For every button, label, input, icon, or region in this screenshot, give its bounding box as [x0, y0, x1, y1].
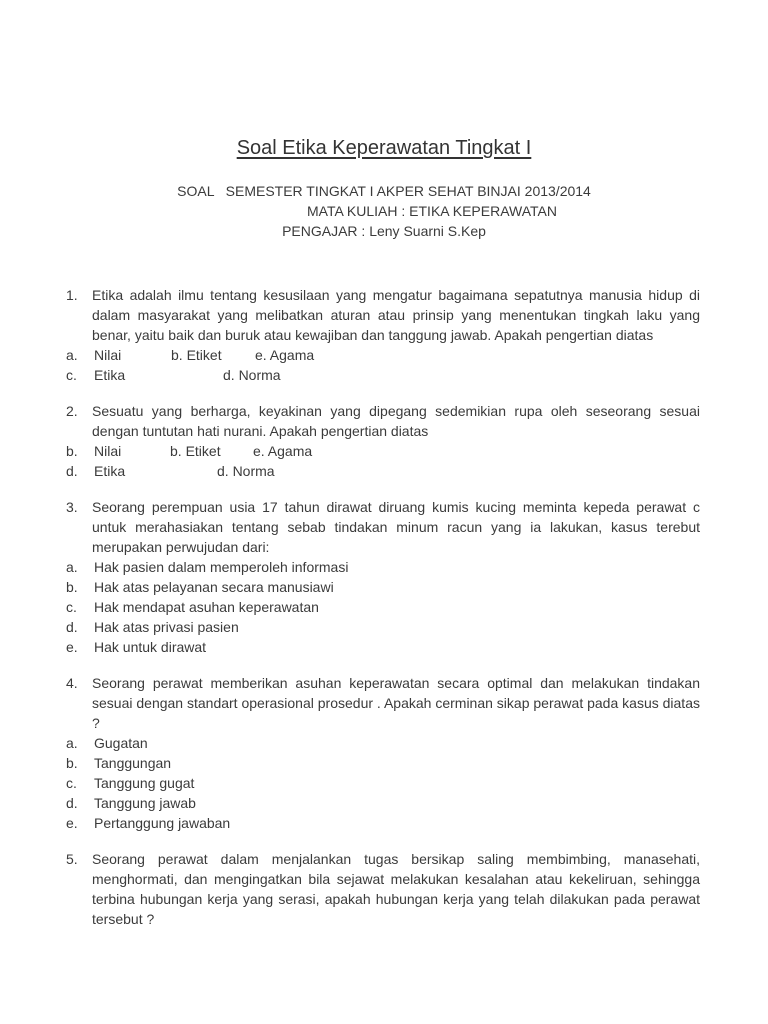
option — [66, 793, 700, 813]
exam-header-line-2: MATA KULIAH : ETIKA KEPERAWATAN — [307, 203, 557, 219]
question-5 — [66, 849, 700, 929]
option-label: a. — [66, 559, 78, 575]
exam-header — [0, 181, 768, 241]
page-title: Soal Etika Keperawatan Tingkat I — [236, 137, 532, 159]
option — [66, 637, 700, 657]
question-4 — [66, 673, 700, 833]
option — [66, 557, 700, 577]
question-text: Seorang perempuan usia 17 tahun dirawat diruang kumis kucing meminta kepeda perawat c untuk merahasiakan tentang sebab tindakan minum racun yang ia lakukan, kasus terebut merupakan perwujudan dari: — [92, 499, 700, 555]
question-text: Seorang perawat dalam menjalankan tugas bersikap saling membimbing, manasehati, menghormati, dan mengingatkan bila sejawat melakukan kesalahan atau kekeliruan, sehingga terbina hubungan kerja yang serasi, apakah hubungan kerja yang telah dilakukan pada perawat tersebut ? — [92, 851, 700, 927]
option-label: a. — [66, 347, 78, 363]
option-text: Hak mendapat asuhan keperawatan — [94, 599, 319, 615]
option-text: d. Norma — [223, 367, 281, 383]
option-label: d. — [66, 619, 78, 635]
exam-header-line-3: PENGAJAR : Leny Suarni S.Kep — [282, 223, 486, 239]
question-text: Seorang perawat memberikan asuhan keperawatan secara optimal dan melakukan tindakan sesuai dengan standart operasional prosedur . Apakah cerminan sikap perawat pada kasus diatas ? — [92, 675, 700, 731]
option-label: e. — [66, 815, 78, 831]
option-text: e. Agama — [253, 443, 313, 459]
question-text: Sesuatu yang berharga, keyakinan yang dipegang sedemikian rupa oleh seseorang sesuai dengan tuntutan hati nurani. Apakah pengertian diatas — [92, 403, 700, 439]
option-text: Tanggungan — [94, 755, 172, 771]
option-text: Tanggung jawab — [94, 795, 196, 811]
option-text: e. Agama — [255, 347, 315, 363]
option-text: Hak atas privasi pasien — [94, 619, 239, 635]
option-text: b. Etiket — [171, 347, 222, 363]
option-label: d. — [66, 795, 78, 811]
question-number: 1. — [66, 287, 78, 303]
option-text: Hak pasien dalam memperoleh informasi — [94, 559, 349, 575]
option-row — [66, 365, 700, 385]
option-text: d. Norma — [217, 463, 275, 479]
option-text: Gugatan — [94, 735, 148, 751]
question-number: 5. — [66, 851, 78, 867]
option-label: b. — [66, 443, 78, 459]
option — [66, 773, 700, 793]
option-label: c. — [66, 367, 77, 383]
option-text: Etika — [94, 367, 126, 383]
option — [66, 577, 700, 597]
option-label: a. — [66, 735, 78, 751]
question-list — [0, 285, 768, 929]
question-text: Etika adalah ilmu tentang kesusilaan yang mengatur bagaimana sepatutnya manusia hidup di dalam masyarakat yang melibatkan aturan atau prinsip yang menentukan tingkah laku yang benar, yaitu baik dan buruk atau kewajiban dan tanggung jawab. Apakah pengertian diatas — [92, 287, 700, 343]
option-label: b. — [66, 579, 78, 595]
option-label: c. — [66, 599, 77, 615]
question-2 — [66, 401, 700, 481]
option-row — [66, 441, 700, 461]
question-number: 4. — [66, 675, 78, 691]
option-text: Etika — [94, 463, 126, 479]
option — [66, 813, 700, 833]
option-text: b. Etiket — [170, 443, 221, 459]
option — [66, 617, 700, 637]
option — [66, 753, 700, 773]
option-text: Hak atas pelayanan secara manusiawi — [94, 579, 334, 595]
option-text: Hak untuk dirawat — [94, 639, 207, 655]
option-text: Nilai — [94, 347, 122, 363]
option — [66, 733, 700, 753]
option-row — [66, 345, 700, 365]
option-label: c. — [66, 775, 77, 791]
option-label: b. — [66, 755, 78, 771]
option-label: e. — [66, 639, 78, 655]
question-1 — [66, 285, 700, 385]
option-label: d. — [66, 463, 78, 479]
option-row — [66, 461, 700, 481]
option-text: Tanggung gugat — [94, 775, 195, 791]
exam-header-line-1: SOAL SEMESTER TINGKAT I AKPER SEHAT BINJAI 2013/2014 — [177, 183, 591, 199]
option-text: Nilai — [94, 443, 122, 459]
question-number: 2. — [66, 403, 78, 419]
option — [66, 597, 700, 617]
option-text: Pertanggung jawaban — [94, 815, 231, 831]
question-number: 3. — [66, 499, 78, 515]
question-3 — [66, 497, 700, 657]
